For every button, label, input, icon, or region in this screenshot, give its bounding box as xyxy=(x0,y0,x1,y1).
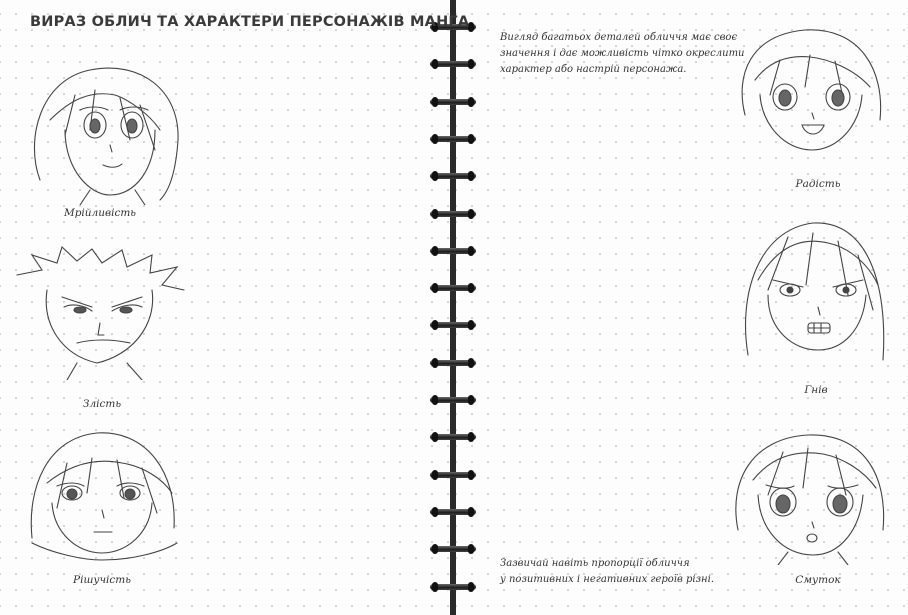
face-anger-illustration xyxy=(12,245,192,380)
spiral-ring xyxy=(430,358,476,368)
intro-note-line: значення і дає можливість чітко окреслити xyxy=(500,48,745,59)
bottom-note-line: у позитивних і негативних героїв різні. xyxy=(500,574,715,585)
caption-rage: Гнів xyxy=(804,384,828,396)
spiral-ring xyxy=(430,171,476,181)
spiral-ring xyxy=(430,395,476,405)
caption-dreamy: Мрійливість xyxy=(63,207,137,219)
spiral-ring xyxy=(430,320,476,330)
page-title: ВИРАЗ ОБЛИЧ ТА ХАРАКТЕРИ ПЕРСОНАЖІВ МАНГА xyxy=(30,14,470,30)
spiral-ring xyxy=(430,246,476,256)
spiral-ring xyxy=(430,582,476,592)
spiral-ring xyxy=(430,97,476,107)
spiral-ring xyxy=(430,59,476,69)
caption-joy: Радість xyxy=(795,178,841,190)
notebook-spine xyxy=(450,0,456,615)
face-determination-illustration xyxy=(22,428,182,568)
face-sadness-illustration xyxy=(728,430,893,565)
spiral-ring xyxy=(430,134,476,144)
face-joy-illustration xyxy=(730,25,890,160)
caption-anger: Злість xyxy=(82,398,122,410)
spiral-ring xyxy=(430,507,476,517)
intro-note-line: характер або настрій персонажа. xyxy=(500,64,687,75)
spiral-ring xyxy=(430,283,476,293)
spiral-ring xyxy=(430,209,476,219)
spiral-ring xyxy=(430,432,476,442)
face-dreamy-illustration xyxy=(20,60,190,205)
caption-determination: Рішучість xyxy=(73,574,131,586)
bottom-note-line: Зазвичай навіть пропорції обличчя xyxy=(500,558,690,569)
face-rage-illustration xyxy=(738,215,888,375)
intro-note-line: Вигляд багатьох деталей обличчя має своє xyxy=(500,32,738,43)
spiral-ring xyxy=(430,470,476,480)
bottom-note xyxy=(500,556,714,588)
spiral-ring xyxy=(430,544,476,554)
caption-sadness: Смуток xyxy=(795,574,841,586)
intro-note xyxy=(500,30,745,78)
